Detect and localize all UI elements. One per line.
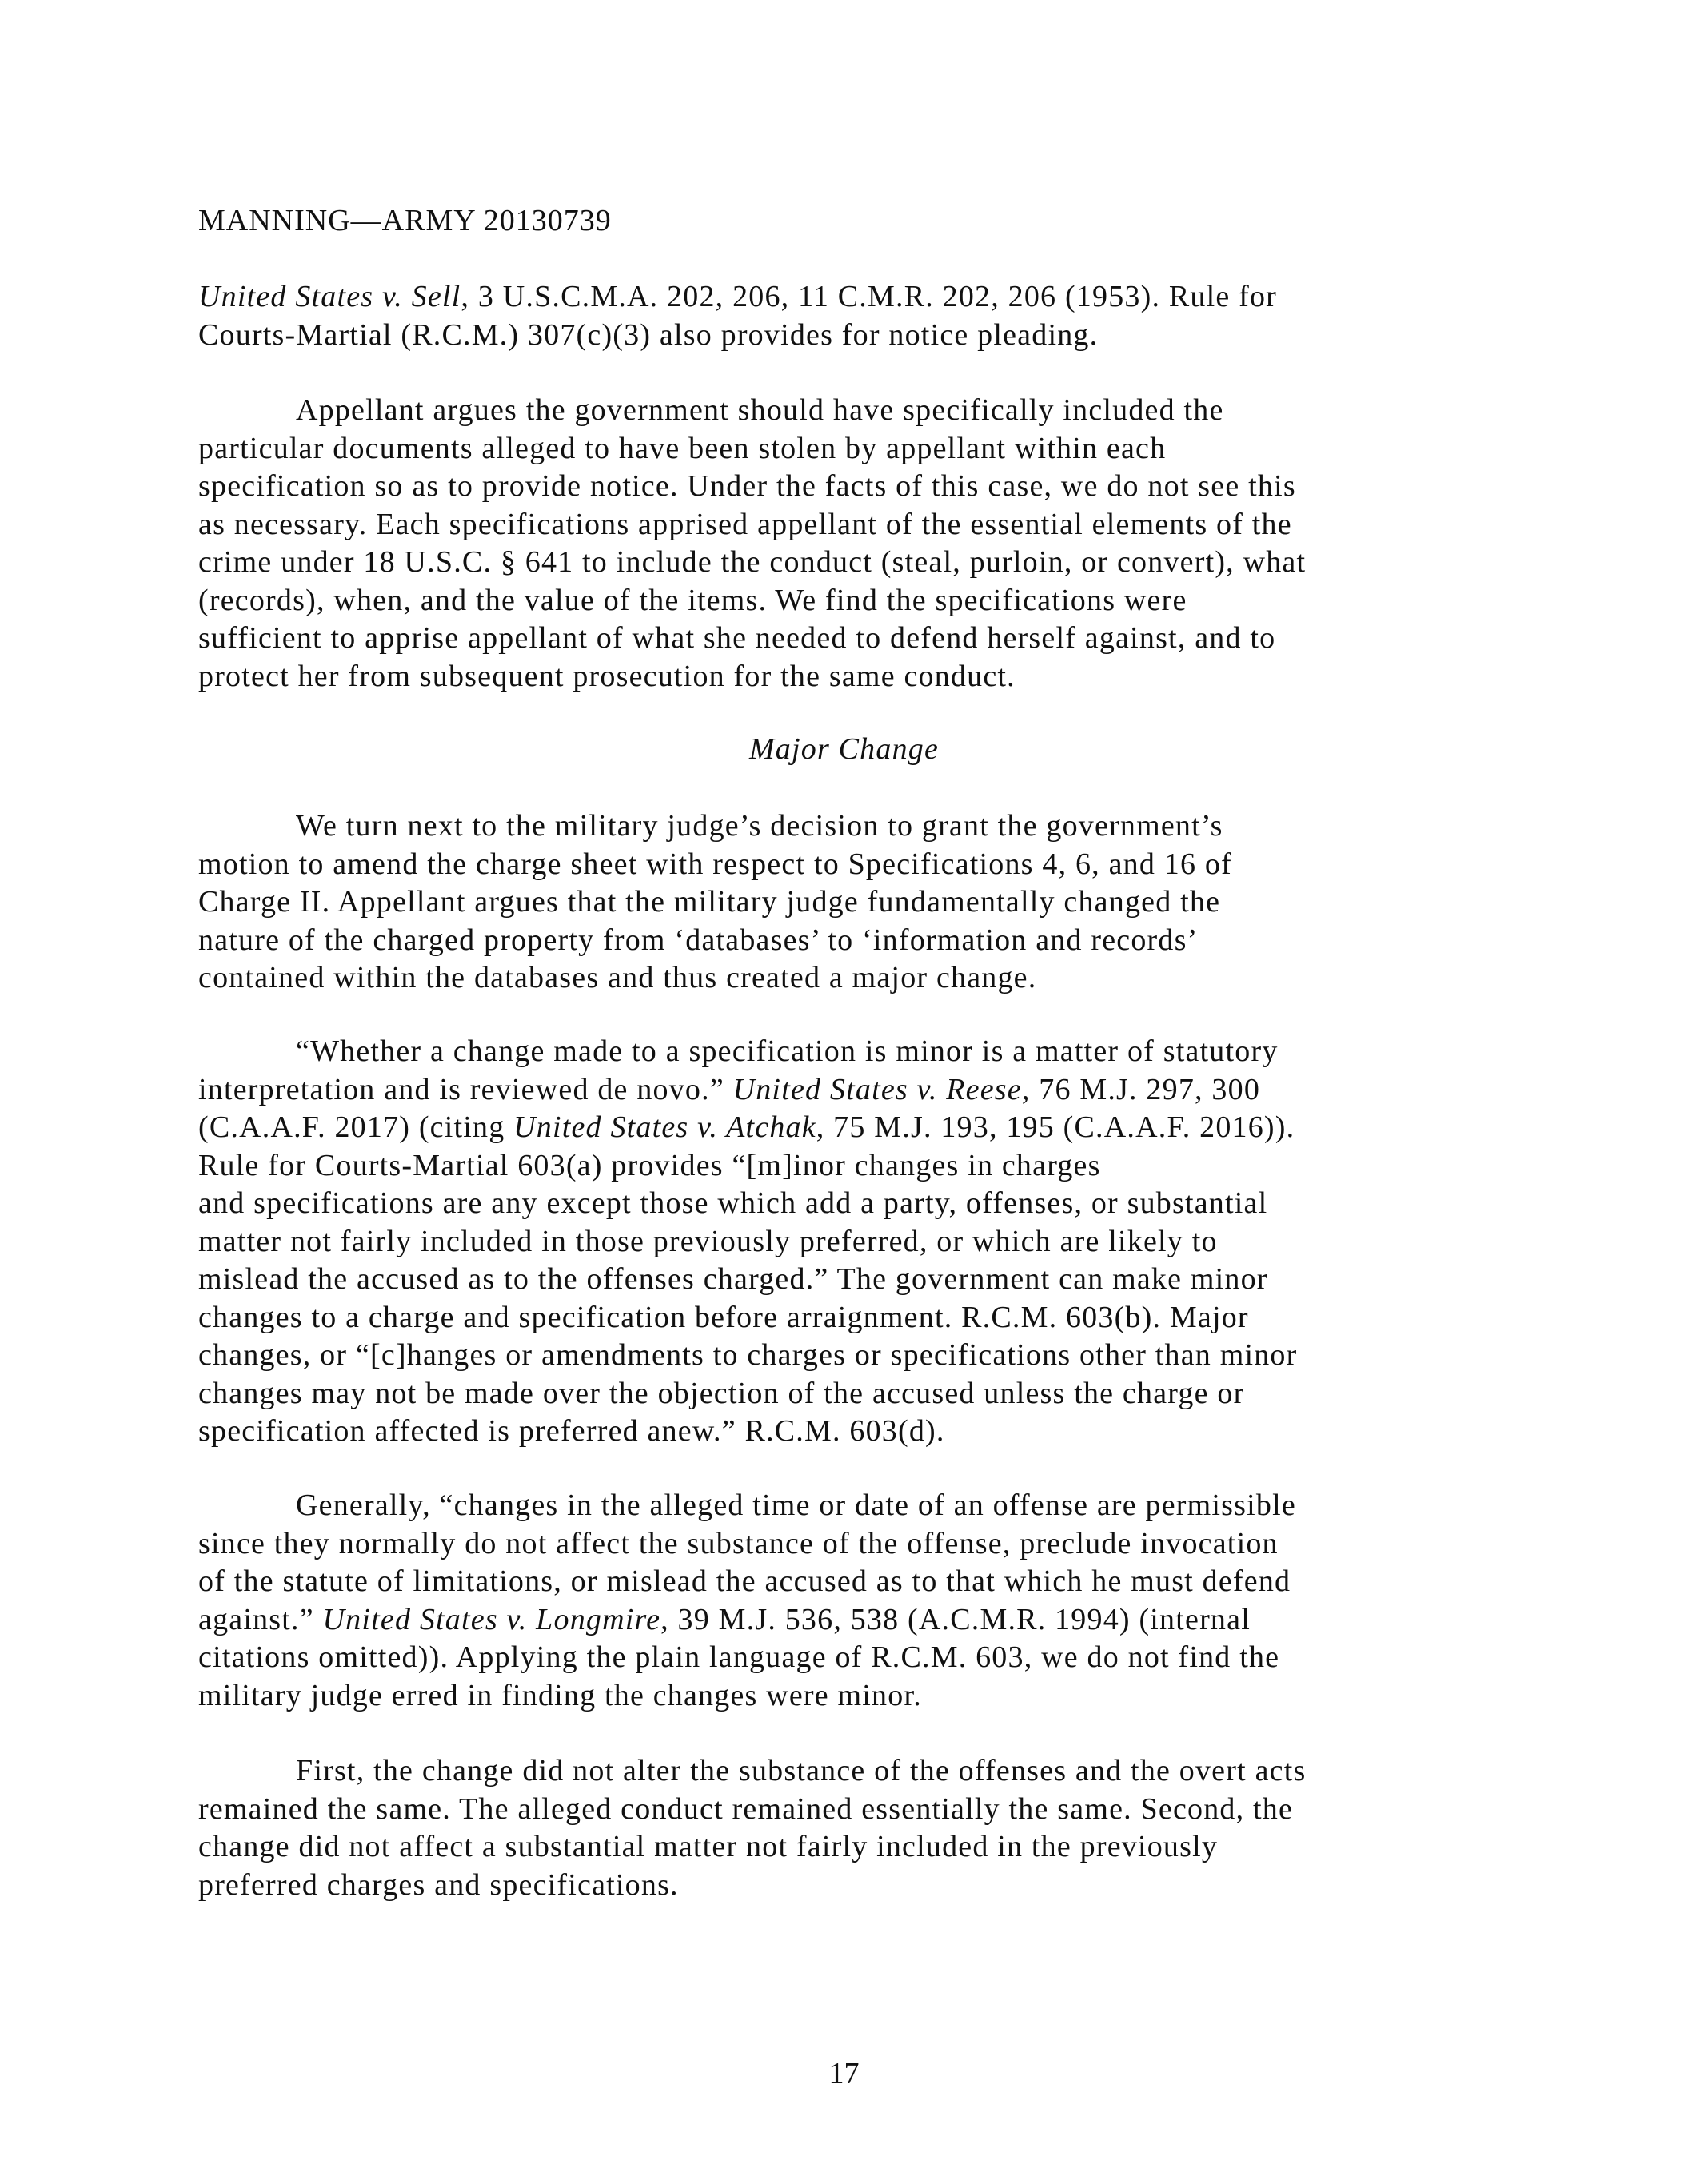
text-line: [198, 846, 1478, 884]
text-run: citations omitted)). Applying the plain language of R.C.M. 603, we do not find the: [198, 1640, 1280, 1674]
text-run: remained the same. The alleged conduct remained essentially the same. Second, the: [198, 1791, 1294, 1826]
text-run: preferred charges and specifications.: [198, 1867, 679, 1902]
case-citation: United States v. Sell: [198, 280, 461, 313]
text-run: against.”: [198, 1602, 323, 1636]
text-line: [198, 1487, 1478, 1525]
text-run: We turn next to the military judge’s decision to grant the government’s: [296, 809, 1223, 843]
text-line: [198, 1867, 1478, 1905]
text-line: [198, 317, 1478, 355]
text-run: contained within the databases and thus created a major change.: [198, 961, 1037, 994]
text-run: mislead the accused as to the offenses charged.” The government can make minor: [198, 1262, 1268, 1296]
text-run: changes to a charge and specification before arraignment. R.C.M. 603(b). Major: [198, 1300, 1249, 1334]
case-citation: United States v. Atchak: [513, 1110, 816, 1144]
text-line: [198, 1752, 1478, 1791]
text-run: Generally, “changes in the alleged time or date of an offense are permissible: [296, 1489, 1296, 1522]
paragraph-5: [198, 1487, 1478, 1715]
text-run: , 3 U.S.C.M.A. 202, 206, 11 C.M.R. 202, 206 (1953). Rule for: [461, 280, 1278, 313]
text-line: [198, 1601, 1478, 1640]
text-line: [198, 1413, 1478, 1451]
text-line: [198, 620, 1478, 658]
text-line: [198, 883, 1478, 922]
text-run: changes, or “[c]hanges or amendments to charges or specifications other than minor: [198, 1338, 1298, 1372]
text-line: [198, 278, 1478, 317]
text-run: changes may not be made over the objection of the accused unless the charge or: [198, 1376, 1245, 1410]
text-line: [198, 468, 1478, 506]
text-run: (C.A.A.F. 2017) (citing: [198, 1110, 514, 1144]
text-line: [198, 1639, 1478, 1677]
paragraph-1: [198, 278, 1478, 354]
text-run: , 39 M.J. 536, 538 (A.C.M.R. 1994) (internal: [660, 1602, 1251, 1636]
text-run: since they normally do not affect the substance of the offense, preclude invocation: [198, 1526, 1279, 1560]
text-line: [198, 1337, 1478, 1375]
text-run: Appellant argues the government should have specifically included the: [296, 393, 1224, 427]
text-run: particular documents alleged to have been stolen by appellant within each: [198, 431, 1167, 465]
case-citation: United States v. Reese: [732, 1072, 1022, 1106]
text-run: specification so as to provide notice. Under the facts of this case, we do not see this: [198, 469, 1296, 503]
text-line: [198, 506, 1478, 544]
text-line: [198, 1828, 1478, 1867]
text-run: nature of the charged property from ‘databases’ to ‘information and records’: [198, 923, 1199, 957]
text-line: [198, 922, 1478, 960]
text-line: [198, 1033, 1478, 1071]
text-run: (records), when, and the value of the items. We find the specifications were: [198, 583, 1187, 617]
text-run: , 76 M.J. 297, 300: [1021, 1072, 1261, 1106]
text-run: and specifications are any except those which add a party, offenses, or substantial: [198, 1186, 1268, 1220]
text-line: [198, 430, 1478, 468]
text-run: protect her from subsequent prosecution for the same conduct.: [198, 659, 1016, 693]
page-number: 17: [828, 2057, 860, 2090]
text-line: [198, 1791, 1478, 1829]
text-run: change did not affect a substantial matter not fairly included in the previously: [198, 1830, 1219, 1863]
text-run: Charge II. Appellant argues that the military judge fundamentally changed the: [198, 885, 1221, 919]
text-run: military judge erred in finding the changes were minor.: [198, 1678, 922, 1712]
text-run: crime under 18 U.S.C. § 641 to include the conduct (steal, purloin, or convert), what: [198, 545, 1307, 579]
text-run: of the statute of limitations, or mislead the accused as to that which he must defend: [198, 1564, 1291, 1598]
paragraph-2: [198, 392, 1478, 695]
text-line: [198, 1185, 1478, 1223]
text-line: [198, 1223, 1478, 1261]
text-run: First, the change did not alter the substance of the offenses and the overt acts: [296, 1754, 1307, 1787]
text-line: [198, 544, 1478, 582]
text-line: [198, 1525, 1478, 1564]
text-line: [198, 1147, 1478, 1186]
text-run: “Whether a change made to a specification is minor is a matter of statutory: [296, 1034, 1279, 1068]
text-line: [198, 959, 1478, 998]
running-header: MANNING—ARMY 20130739: [198, 204, 612, 237]
paragraph-6: [198, 1752, 1478, 1904]
paragraph-4: [198, 1033, 1478, 1451]
text-line: [198, 582, 1478, 620]
text-line: [198, 1375, 1478, 1413]
text-run: interpretation and is reviewed de novo.”: [198, 1072, 733, 1106]
text-run: Rule for Courts-Martial 603(a) provides “[m]inor changes in charges: [198, 1148, 1101, 1182]
text-run: as necessary. Each specifications apprised appellant of the essential elements of the: [198, 507, 1292, 541]
text-line: [198, 392, 1478, 430]
paragraph-3: [198, 807, 1478, 998]
text-line: [198, 1109, 1478, 1147]
text-run: specification affected is preferred anew.” R.C.M. 603(d).: [198, 1414, 945, 1448]
text-run: sufficient to apprise appellant of what she needed to defend herself against, and to: [198, 621, 1276, 655]
text-line: [198, 1563, 1478, 1601]
text-line: [198, 1299, 1478, 1337]
text-line: [198, 807, 1478, 846]
text-line: [198, 1677, 1478, 1716]
case-citation: United States v. Longmire: [322, 1602, 661, 1636]
text-run: Courts-Martial (R.C.M.) 307(c)(3) also provides for notice pleading.: [198, 317, 1099, 352]
text-run: matter not fairly included in those previously preferred, or which are likely to: [198, 1224, 1218, 1258]
text-line: [198, 658, 1478, 696]
section-heading: Major Change: [748, 732, 940, 766]
text-line: [198, 1071, 1478, 1110]
text-line: [198, 1261, 1478, 1299]
text-run: motion to amend the charge sheet with respect to Specifications 4, 6, and 16 of: [198, 847, 1232, 881]
text-run: , 75 M.J. 193, 195 (C.A.A.F. 2016)).: [816, 1110, 1295, 1144]
